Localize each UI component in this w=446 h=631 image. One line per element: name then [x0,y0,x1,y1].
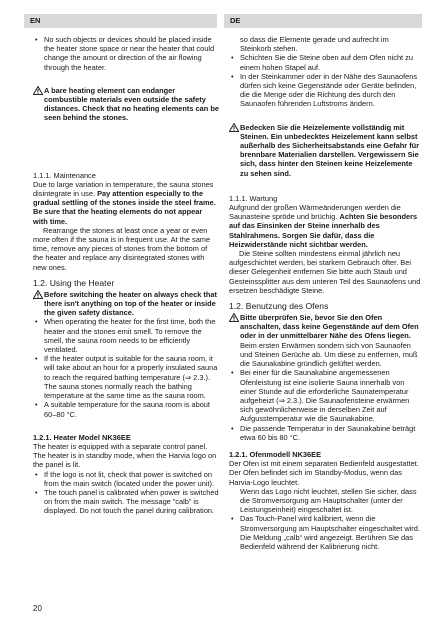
warning-triangle-icon [229,123,239,132]
text-span-bold: Pay attention especially to the gradual settling of the stones inside the steel frame. Be sure that the heating elements do not appear with time. [33,189,216,226]
list-item: • A suitable temperature for the sauna room is about 60–80 °C. [44,400,219,418]
warning-text: A bare heating element can endanger combustible materials even outside the safety distances. Check that no heating elements can be seen behind the stones. [44,85,219,123]
list-item: • Schichten Sie die Steine oben auf dem Ofen nicht zu einem hohen Stapel auf. [240,53,421,71]
warning-using [33,290,219,318]
paragraph: The heater is equipped with a separate control panel. The heater is in standby mode, when the Harvia logo on the panel is lit. [33,441,217,470]
list-item: • The touch panel is calibrated when power is switched on from the main switch. The message ”calb” is displayed. Do not touch the panel during calibration. [44,488,219,516]
language-tab-en: EN [24,14,217,28]
paragraph [33,180,219,226]
using-list [229,341,421,442]
model-list [33,470,219,516]
page-number: 20 [33,604,42,613]
warning-triangle-icon [33,86,43,95]
list-item: • Die passende Temperatur in der Saunakabine beträgt etwa 60 bis 80 °C. [240,424,421,442]
warning-using [229,313,421,341]
list-item: • If the logo is not lit, check that power is switched on from the main switch (located under the power unit). [44,470,219,488]
section-heading-maintenance: 1.1.1. Maintenance [33,170,96,180]
german-column [229,35,421,551]
list-item: • Das Touch-Panel wird kalibriert, wenn die Stromversorgung am Hauptschalter eingeschaltet wird. Die Meldung „calb“ wird angezeigt. Berühren Sie das Bedienfeld während der Kalibrierung nicht. [240,514,421,551]
section-heading-model: 1.2.1. Ofenmodell NK36EE [229,449,322,459]
warning-text: Bitte überprüfen Sie, bevor Sie den Ofen anschalten, dass keine Gegenstände auf dem Ofen oder in der unmittelbarer Nähe des Ofens liegen. [240,313,419,341]
list-item: • In der Steinkammer oder in der Nähe des Saunaofens dürfen sich keine Gegenstände oder Geräte befinden, die die Menge oder die Richtung des durch den Saunaofen führenden Luftstroms ändern. [240,72,421,109]
list-item: Wenn das Logo nicht leuchtet, stellen Sie sicher, dass die Stromversorgung am Hauptschalter (unter der Leistungseinheit) eingeschaltet ist. [240,486,417,515]
warning-text: Bedecken Sie die Heizelemente vollständig mit Steinen. Ein unbedecktes Heizelement kann selbst außerhalb des Sicherheitsabstands eine Gefahr für brennbare Materialien darstellen. Vergewissern Sie sich, dass hinter den Steinen keine Heizelemente zu sehen sind. [240,122,420,178]
list-item: so dass die Elemente gerade und aufrecht im Steinkorb stehen. [240,35,389,54]
list-item: • When operating the heater for the first time, both the heater and the stones emit smell. To remove the smell, the sauna room needs to be efficiently ventilated. [44,317,219,354]
list-item: • No such objects or devices should be placed inside the heater stone space or near the heater that could change the amount or direction of the air flowing through the heater. [44,35,219,72]
text-span: Aufgrund der großen Wärmeänderungen werden die Saunasteine spröde und brüchig. [229,203,401,222]
text-span: Due to large variation in temperature, the sauna stones disintegrate in use. [33,179,214,199]
list-item: • Bei einer für die Saunakabine angemessenen Ofenleistung ist eine isolierte Sauna innerhalb von einer Stunde auf die erforderliche Saunatemperatur aufgeheizt (⇒ 2.3.). Die Saunaofensteine erwärmen sich gewöhnlicherweise in derselben Zeit auf Aufgusstemperatur wie die Saunakabine. [240,368,421,423]
warning-stones [229,123,421,178]
english-column [33,35,219,516]
list-item: • If the heater output is suitable for the sauna room, it will take about an hour for a properly insulated sauna to reach the required bathing temperature (⇒ 2.3.). The sauna stones normally reach the bathing temperature at the same time as the sauna room. [44,354,219,400]
intro-list [229,35,421,109]
paragraph [229,203,421,249]
section-heading-using: 1.2. Using the Heater [33,277,115,288]
section-heading-using: 1.2. Benutzung des Ofens [229,301,329,312]
paragraph: Der Ofen ist mit einem separaten Bedienfeld ausgestattet. Der Ofen befindet sich im Standby-Modus, wenn das Harvia-Logo leuchtet. [229,459,419,487]
section-heading-model: 1.2.1. Heater Model NK36EE [33,432,131,442]
paragraph: Die Steine sollten mindestens einmal jährlich neu aufgeschichtet werden, bei starkem Gebrauch öfter. Bei dieser Gelegenheit entfernen Sie bitte auch Staub und Gesteinssplitter aus dem unteren Teil des Saunaofens und ersetzen beschädigte Steine. [229,249,421,295]
list-item: Beim ersten Erwärmen sondern sich von Saunaofen und Steinen Gerüche ab. Um diese zu entfernen, muß die Saunakabine gründlich gelüftet werden. [240,340,418,369]
language-tab-de: DE [224,14,422,28]
warning-triangle-icon [33,290,43,299]
warning-text: Before switching the heater on always check that there isn't anything on top of the heater or inside the given safety distance. [44,289,217,318]
text-span-bold: Achten Sie besonders auf das Einsinken der Steine innerhalb des Stahlrahmens. Sorgen Sie dafür, dass die Heizwiderstände nicht sichtbar werden. [229,212,418,249]
using-list [33,317,219,418]
intro-list [33,35,219,72]
section-heading-maintenance: 1.1.1. Wartung [229,193,278,203]
paragraph: Rearrange the stones at least once a year or even more often if the sauna is in frequent use. At the same time, remove any pieces of stones from the bottom of the heater and replace any disintegrated stones with new ones. [33,225,211,272]
warning-stones [33,86,219,123]
warning-triangle-icon [229,313,239,322]
model-list [229,487,421,551]
